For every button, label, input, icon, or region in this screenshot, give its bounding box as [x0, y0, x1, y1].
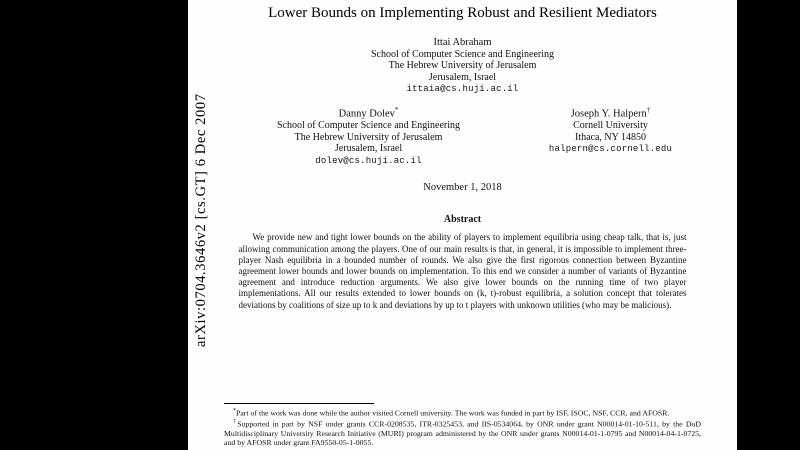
footnote-rule — [224, 403, 374, 404]
author-block-halpern — [504, 105, 717, 167]
author-email: ittaia@cs.huji.ac.il — [406, 84, 519, 95]
author-affiliation-line: School of Computer Science and Engineering — [370, 48, 554, 60]
footnote-text: Supported in part by NSF under grants CCR-0208535, ITR-0325453, and IIS-0534064, by ONR under grant N00014-01-10-511, by the DoD Multidisciplinary University Research Initiative (MURI) program administered by the ONR under grants N00014-01-1-0795 and N00014-04-1-0725, and by AFOSR under grant FA9550-05-1-0055. — [224, 419, 701, 447]
author-affiliation-line: The Hebrew University of Jerusalem — [294, 131, 443, 143]
letterbox-left — [0, 0, 188, 450]
footnote-mark: † — [233, 418, 238, 425]
author-name-text: Danny Dolev — [338, 108, 395, 120]
footnote-mark: † — [646, 105, 651, 114]
footnote — [224, 407, 701, 418]
author-name — [504, 105, 717, 120]
paper-page — [188, 0, 737, 450]
footnote-text: Part of the work was done while the author visited Cornell university. The work was funded in part by ISF, ISOC, NSF, CCR, and AFOSR. — [236, 408, 670, 418]
author-name-text: Joseph Y. Halpern — [570, 108, 647, 120]
footnote — [224, 418, 701, 447]
footnote-mark: * — [233, 408, 236, 414]
paper-title: Lower Bounds on Implementing Robust and Resilient Mediators — [268, 5, 657, 21]
letterbox-right — [737, 0, 800, 450]
author-email: halpern@cs.cornell.edu — [548, 144, 673, 155]
authors-row — [188, 105, 737, 167]
author-email: dolev@cs.huji.ac.il — [315, 155, 422, 166]
author-block-dolev — [233, 105, 504, 167]
footnote-mark: * — [394, 105, 399, 114]
author-name: Ittai Abraham — [433, 37, 492, 48]
author-affiliation-line: Jerusalem, Israel — [334, 143, 403, 155]
author-block-abraham — [188, 37, 737, 96]
paper-date: November 1, 2018 — [423, 182, 502, 194]
footnotes-section — [188, 403, 737, 447]
author-affiliation-line: The Hebrew University of Jerusalem — [388, 60, 537, 72]
abstract-text: We provide new and tight lower bounds on the ability of players to implement equilibria using cheap talk, that is, just allowing communication among the players. One of our main results is that, in general, it is impossible to implement three-player Nash equilibria in a bounded number of rounds. We also give the first rigorous connection between Byzantine agreement lower bounds and lower bounds on implementation. To this end we consider a number of variants of Byzantine agreement and introduce reduction arguments. We also give lower bounds on the running time of two player implementations. All our results extended to lower bounds on (k, t)-robust equilibria, a solution concept that tolerates deviations by coalitions of size up to k and deviations by up to t players with unknown utilities (who may be malicious). — [238, 232, 687, 310]
abstract-heading: Abstract — [443, 214, 482, 226]
arxiv-watermark: arXiv:0704.3646v2 [cs.GT] 6 Dec 2007 — [193, 93, 209, 347]
author-affiliation-line: Jerusalem, Israel — [428, 71, 497, 83]
author-affiliation-line: School of Computer Science and Engineering — [277, 120, 461, 132]
author-affiliation-line: Ithaca, NY 14850 — [575, 131, 646, 143]
author-name — [233, 105, 504, 120]
author-affiliation-line: Cornell University — [573, 120, 648, 132]
